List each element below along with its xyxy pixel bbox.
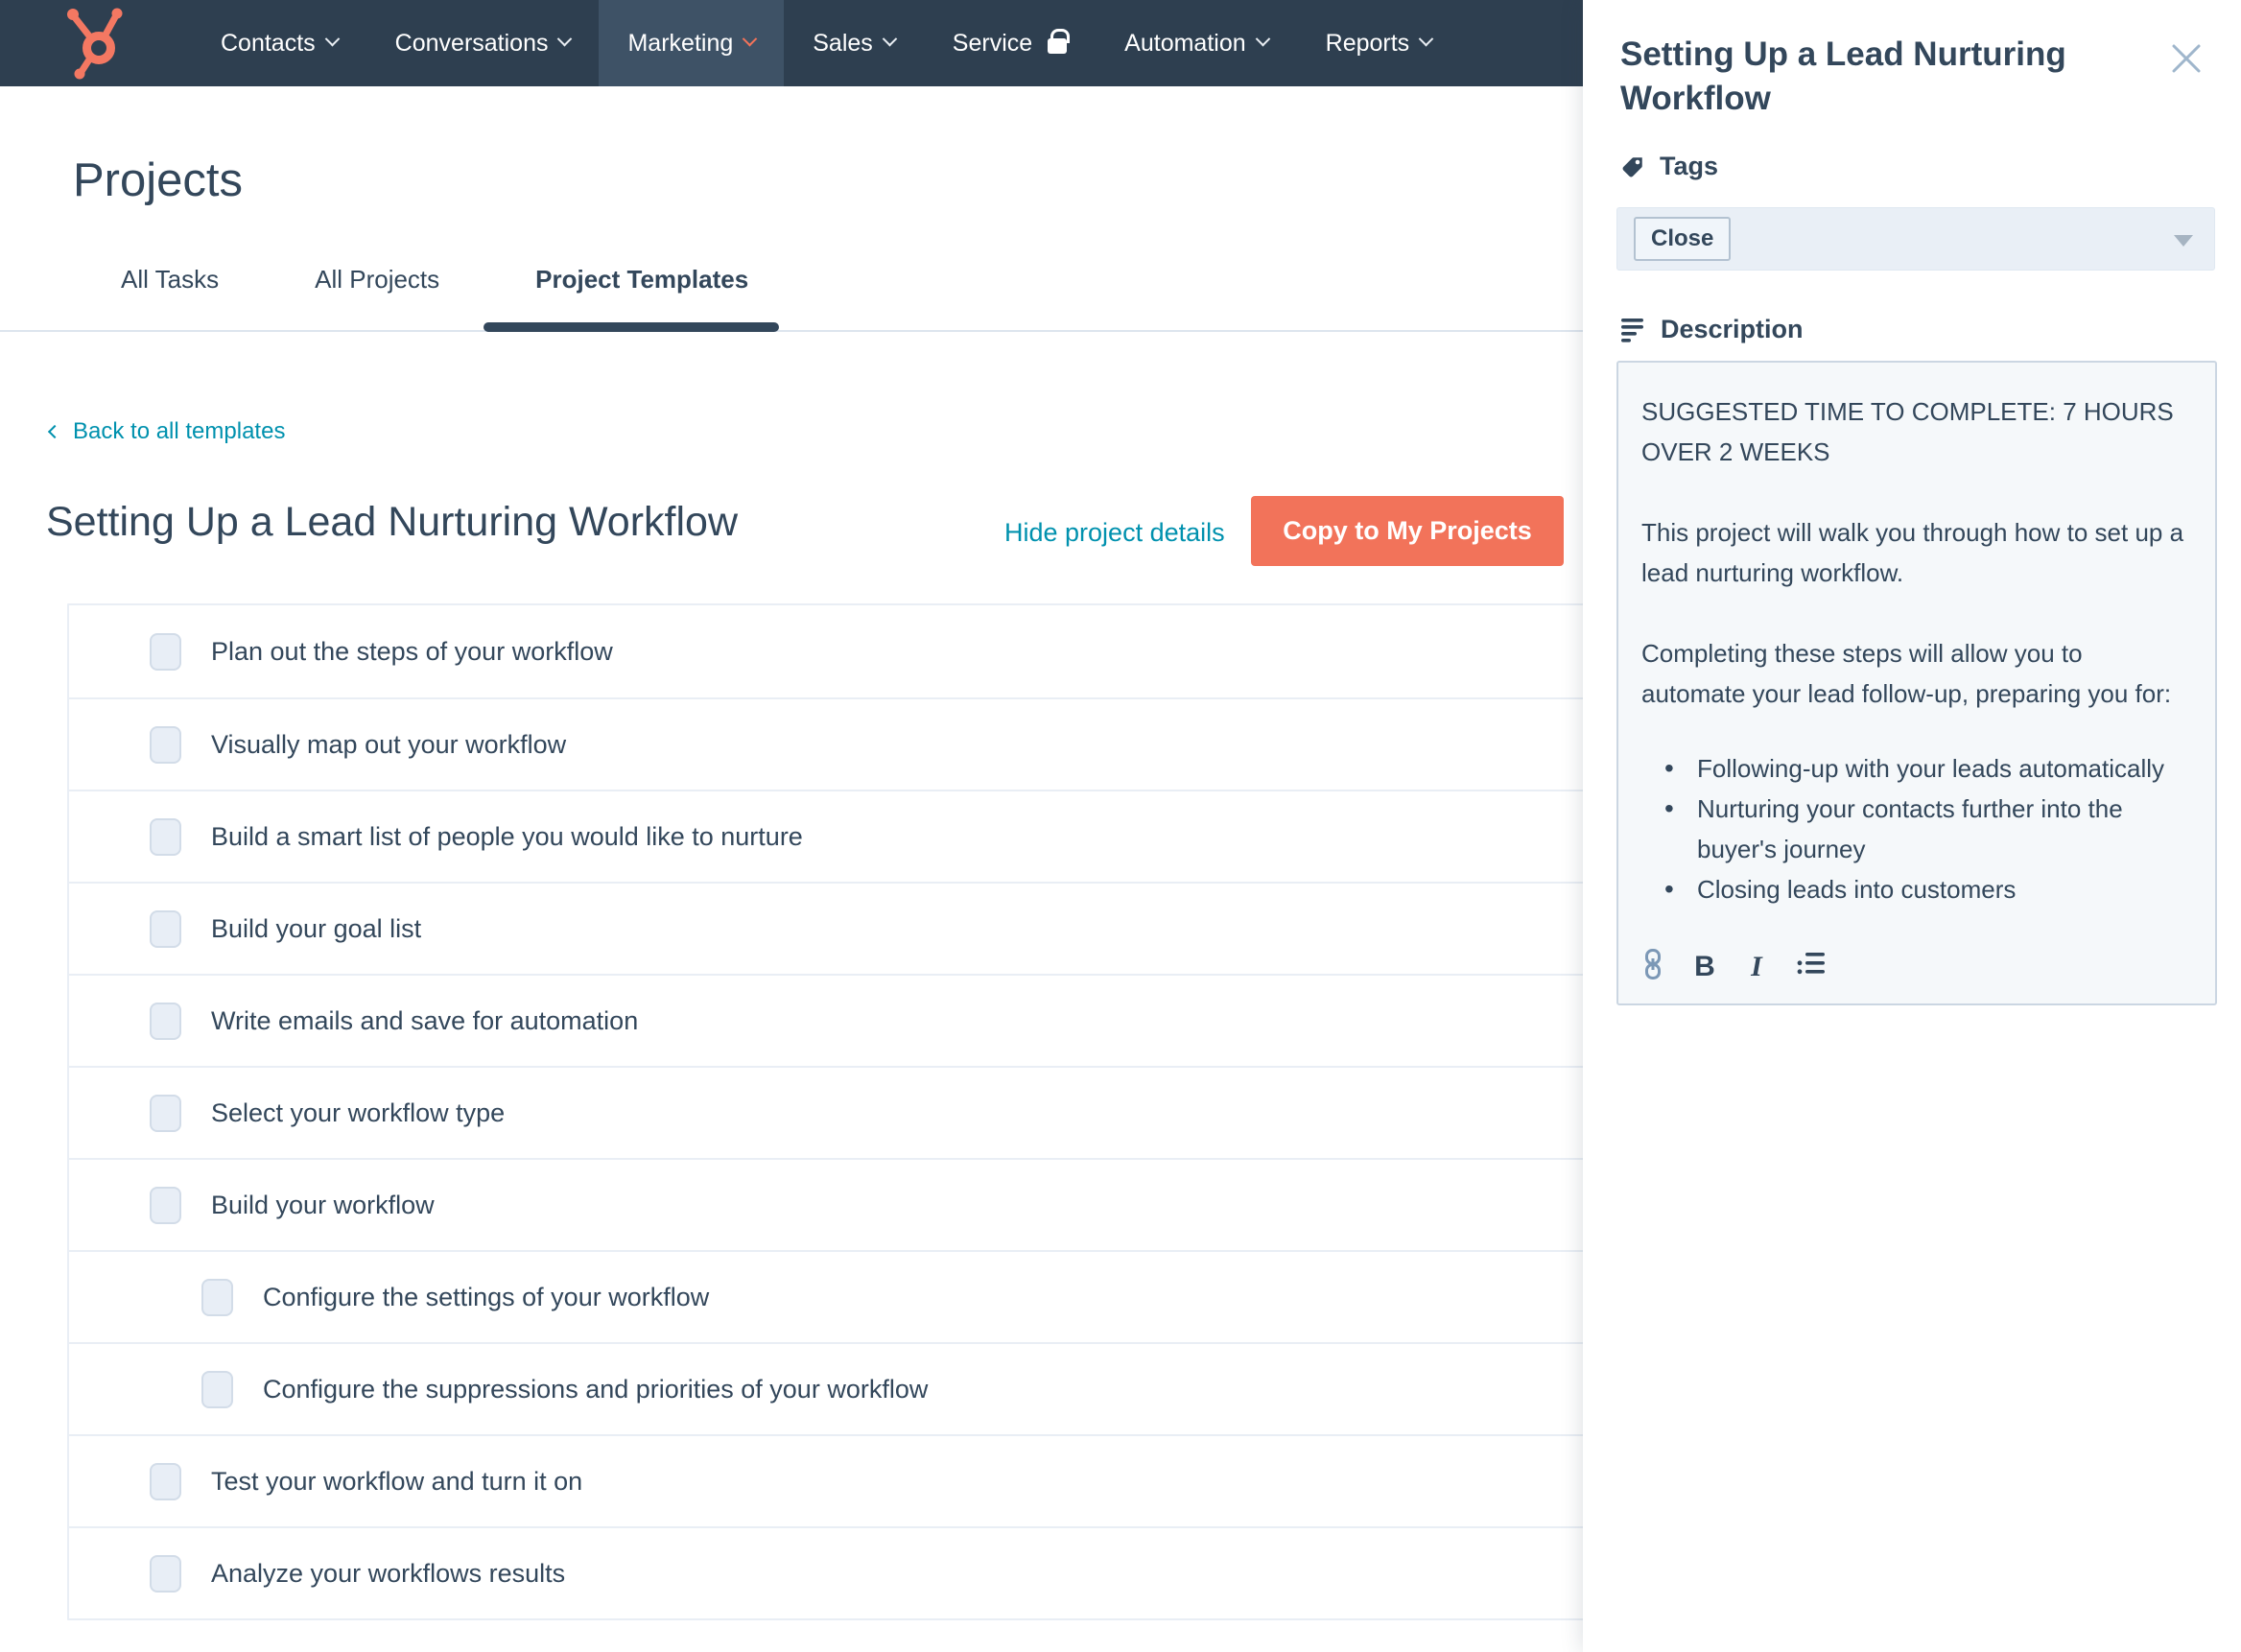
back-link-label: Back to all templates (73, 418, 286, 444)
description-bullet: • Following-up with your leads automatically (1641, 748, 2192, 789)
task-checkbox[interactable] (150, 818, 181, 856)
caret-down-icon (324, 31, 340, 46)
tab-all-tasks[interactable]: All Tasks (121, 265, 220, 294)
active-tab-underline (484, 322, 779, 332)
project-details-panel (1583, 0, 2241, 1652)
close-panel-button[interactable] (2168, 40, 2205, 77)
link-icon (1643, 949, 1663, 979)
tags-section-heading (1620, 152, 1718, 181)
nav-item-label: Service (952, 29, 1033, 57)
back-to-templates-link[interactable] (50, 418, 285, 445)
lock-icon (1048, 38, 1067, 54)
bold-button[interactable]: B (1694, 950, 1715, 982)
task-checkbox[interactable] (150, 1187, 181, 1224)
caret-down-icon (743, 31, 758, 46)
task-label: Build your goal list (211, 913, 422, 943)
nav-item-label: Automation (1124, 29, 1246, 57)
nav-item-conversations[interactable] (366, 0, 600, 86)
tag-chip-close[interactable]: Close (1634, 217, 1731, 261)
nav-item-label: Contacts (221, 29, 316, 57)
copy-to-my-projects-button[interactable]: Copy to My Projects (1251, 496, 1564, 566)
task-label: Test your workflow and turn it on (211, 1466, 583, 1496)
dropdown-caret-icon (2174, 235, 2193, 247)
tabs (121, 265, 748, 318)
description-paragraph: This project will walk you through how to set up a lead nurturing workflow. (1641, 518, 2184, 587)
back-chevron-icon (48, 425, 61, 438)
close-icon (2168, 40, 2205, 77)
hide-project-details-link[interactable]: Hide project details (1004, 518, 1225, 547)
hubspot-logo[interactable] (0, 0, 192, 86)
bullet-list-icon (1797, 952, 1826, 977)
template-title: Setting Up a Lead Nurturing Workflow (46, 499, 739, 545)
caret-down-icon (1419, 31, 1434, 46)
description-section-heading (1620, 315, 1804, 344)
nav-item-automation[interactable] (1096, 0, 1296, 86)
nav-items (192, 0, 1460, 86)
nav-item-label: Sales (813, 29, 873, 57)
nav-item-sales[interactable] (784, 0, 924, 86)
task-checkbox[interactable] (201, 1279, 233, 1316)
description-bullet-list (1641, 748, 2192, 909)
tag-icon (1620, 154, 1645, 179)
nav-item-label: Marketing (627, 29, 734, 57)
nav-item-service[interactable] (924, 0, 1096, 86)
page-title: Projects (73, 154, 244, 206)
nav-item-contacts[interactable] (192, 0, 366, 86)
task-checkbox[interactable] (150, 1555, 181, 1593)
task-label: Plan out the steps of your workflow (211, 636, 613, 666)
nav-item-label: Conversations (394, 29, 549, 57)
nav-item-reports[interactable] (1297, 0, 1461, 86)
editor-toolbar (1641, 949, 1826, 984)
italic-button[interactable]: I (1751, 950, 1762, 982)
tags-heading-label: Tags (1660, 152, 1719, 180)
nav-item-marketing[interactable] (599, 0, 784, 86)
bullet-list-button[interactable] (1797, 952, 1826, 981)
task-checkbox[interactable] (150, 910, 181, 948)
nav-item-label: Reports (1325, 29, 1410, 57)
task-checkbox[interactable] (201, 1371, 233, 1408)
description-paragraph: Completing these steps will allow you to automate your lead follow-up, preparing you for: (1641, 639, 2172, 708)
task-checkbox[interactable] (150, 633, 181, 671)
task-label: Configure the suppressions and priorities of your workflow (263, 1374, 929, 1404)
description-editor[interactable] (1616, 361, 2217, 1005)
task-label: Analyze your workflows results (211, 1558, 566, 1588)
description-heading-label: Description (1661, 315, 1804, 343)
caret-down-icon (883, 31, 898, 46)
link-button[interactable] (1641, 949, 1664, 984)
task-checkbox[interactable] (150, 1095, 181, 1132)
task-label: Visually map out your workflow (211, 729, 567, 759)
tab-all-projects[interactable]: All Projects (315, 265, 440, 294)
description-bullet: • Nurturing your contacts further into the buyer's journey (1641, 789, 2192, 869)
task-label: Build your workflow (211, 1190, 435, 1219)
caret-down-icon (557, 31, 573, 46)
tags-dropdown[interactable] (1616, 207, 2215, 271)
caret-down-icon (1255, 31, 1270, 46)
panel-title: Setting Up a Lead Nurturing Workflow (1620, 35, 2066, 117)
task-checkbox[interactable] (150, 1003, 181, 1040)
task-label: Build a smart list of people you would like to nurture (211, 821, 803, 851)
description-icon (1620, 317, 1646, 342)
tab-project-templates[interactable]: Project Templates (535, 265, 749, 294)
task-checkbox[interactable] (150, 1463, 181, 1500)
description-paragraph: SUGGESTED TIME TO COMPLETE: 7 HOURS OVER 2 WEEKS (1641, 397, 2174, 466)
task-label: Select your workflow type (211, 1097, 506, 1127)
task-checkbox[interactable] (150, 726, 181, 764)
task-label: Configure the settings of your workflow (263, 1282, 710, 1311)
description-bullet: • Closing leads into customers (1641, 869, 2192, 909)
hubspot-sprocket-icon (62, 4, 130, 83)
task-label: Write emails and save for automation (211, 1005, 639, 1035)
